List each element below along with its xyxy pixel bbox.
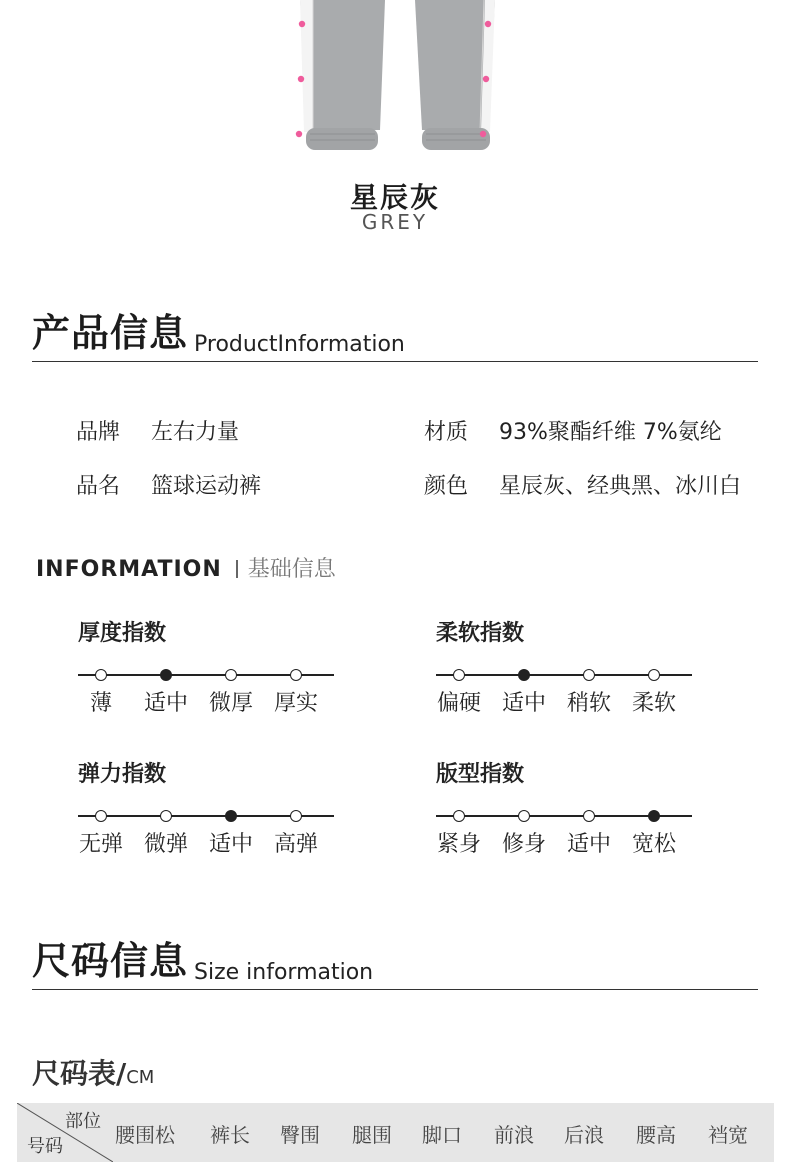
elasticity-index [78,757,348,867]
brand-key: 品牌 [76,420,121,445]
product-image [280,0,510,160]
brand-value: 左右力量 [151,420,240,445]
index-dot [95,810,107,822]
index-label: 微弹 [143,832,188,857]
index-label: 偏硬 [436,691,481,716]
index-title: 弹力指数 [78,762,167,787]
index-dot [453,810,465,822]
index-label: 高弹 [273,832,318,857]
column-header: 脚口 [422,1123,462,1147]
fit-index [436,757,706,867]
table-corner-cell [17,1103,113,1162]
information-title [36,552,336,583]
section-title-zh: 尺码信息 [32,939,189,983]
index-dot [583,669,595,681]
index-title: 柔软指数 [436,621,525,646]
information-title-en: INFORMATION [36,557,222,582]
column-header: 臀围 [280,1123,320,1147]
column-header: 腿围 [352,1123,392,1147]
corner-top-label: 部位 [65,1111,101,1132]
section-title-en: Size information [194,960,374,985]
index-title: 厚度指数 [78,621,167,646]
size-table-unit: CM [126,1067,155,1088]
index-label: 适中 [143,691,188,716]
index-label: 宽松 [631,832,676,857]
index-label: 微厚 [208,691,253,716]
index-dot [160,810,172,822]
color-name: 星辰灰 [349,181,440,214]
index-label: 修身 [501,832,546,857]
index-label: 柔软 [631,691,676,716]
index-dot [290,810,302,822]
index-dot-selected [160,669,172,681]
index-dot [225,669,237,681]
size-info-header [32,940,758,990]
column-header: 腰围松 [115,1123,175,1147]
index-label: 稍软 [566,691,611,716]
column-header: 前浪 [494,1123,534,1147]
name-value: 篮球运动裤 [151,474,262,499]
size-table-title-zh: 尺码表/ [32,1057,127,1090]
size-table-title [32,1052,154,1092]
index-label: 无弹 [78,832,123,857]
color-key: 颜色 [424,474,469,499]
index-dot-selected [518,669,530,681]
index-dot-selected [225,810,237,822]
index-dot-selected [648,810,660,822]
index-dot [95,669,107,681]
name-row [76,469,261,500]
name-key: 品名 [76,474,121,499]
index-label: 适中 [501,691,546,716]
size-table-header [17,1103,774,1162]
section-title-zh: 产品信息 [32,311,189,355]
divider [236,560,238,578]
material-row [424,415,722,446]
column-header: 腰高 [636,1123,676,1147]
corner-bottom-label: 号码 [27,1136,63,1157]
material-key: 材质 [424,420,469,445]
index-label: 薄 [89,691,112,716]
color-name-en: GREY [361,210,429,234]
index-title: 版型指数 [436,762,525,787]
index-label: 厚实 [273,691,318,716]
material-value: 93%聚酯纤维 7%氨纶 [499,420,722,445]
index-dot [290,669,302,681]
index-label: 紧身 [436,832,481,857]
index-label: 适中 [566,832,611,857]
product-info-header [32,312,758,362]
thickness-index [78,616,348,726]
color-row [424,469,741,500]
index-dot [583,810,595,822]
column-header: 裤长 [210,1123,250,1147]
brand-row [76,415,239,446]
column-header: 裆宽 [708,1123,748,1147]
color-value: 星辰灰、经典黑、冰川白 [499,474,742,499]
index-dot [648,669,660,681]
index-label: 适中 [208,832,253,857]
section-title-en: ProductInformation [194,332,405,357]
information-title-zh: 基础信息 [247,557,336,582]
index-dot [518,810,530,822]
index-dot [453,669,465,681]
column-header: 后浪 [564,1123,604,1147]
softness-index [436,616,706,726]
